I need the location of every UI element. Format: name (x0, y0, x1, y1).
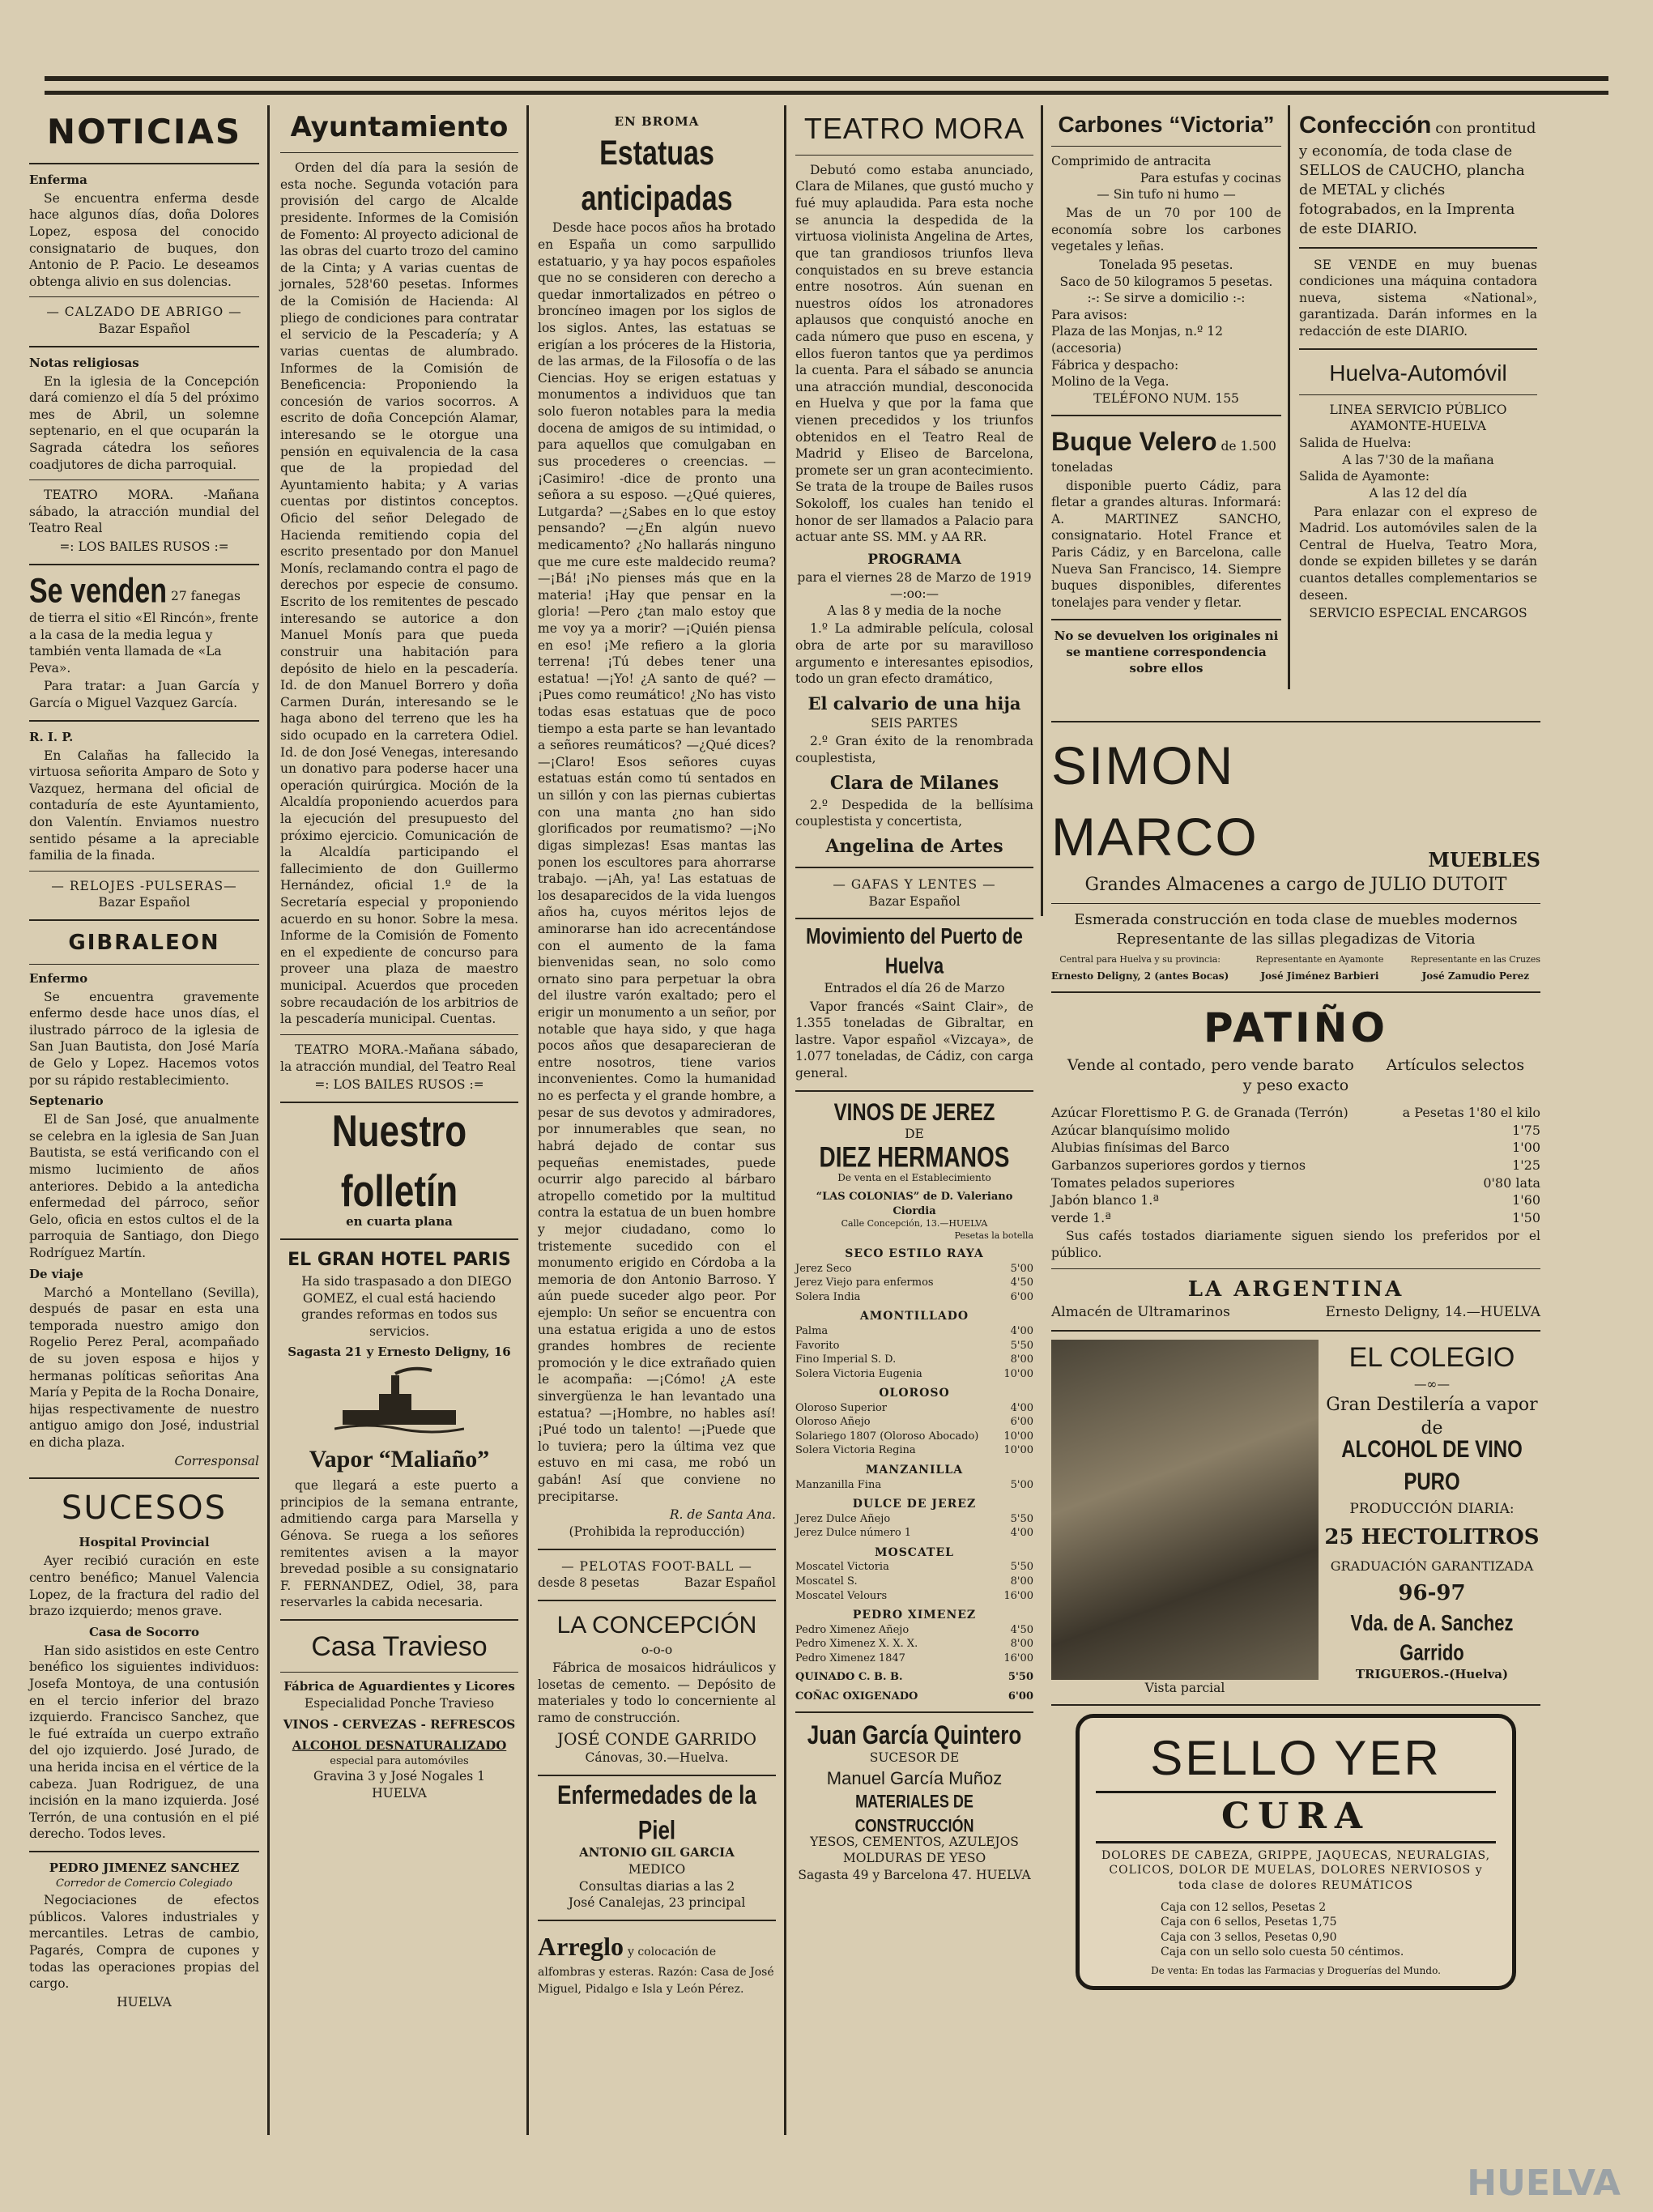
vinos-shop: “LAS COLONIAS” de D. Valeriano Ciordia (816, 1191, 1013, 1217)
price-label: Moscatel S. (795, 1575, 858, 1588)
auto-departure: Salida de Huelva: (1299, 436, 1412, 451)
artist-name: Angelina de Artes (825, 835, 1003, 857)
price-value: 8'00 (1010, 1638, 1033, 1651)
patino-price-list (1051, 1104, 1540, 1226)
simon-rep-label: Representante en Ayamonte (1255, 953, 1384, 965)
auto-line: AYAMONTE-HUELVA (1350, 419, 1486, 434)
price-value: 4'00 (1010, 1324, 1033, 1337)
colegio-line: TRIGUEROS.-(Huelva) (1355, 1666, 1509, 1681)
carbones-fabrica: Molino de la Vega. (1051, 374, 1169, 390)
simon-line: Grandes Almacenes a cargo de JULIO DUTOIT (1084, 874, 1507, 895)
price-value: a Pesetas 1'80 el kilo (1402, 1105, 1540, 1121)
column-ayuntamiento (274, 109, 525, 2135)
price-value: 0'80 lata (1483, 1174, 1540, 1191)
kicker: EN BROMA (614, 114, 700, 129)
colegio-line: ALCOHOL DE VINO PURO (1341, 1435, 1523, 1496)
price-row (795, 1690, 1033, 1704)
concepcion-text: Fábrica de mosaicos hidráulicos y losetas de cemento. — Depósito de materiales y todo lo concerniente al ramo de construcción. (538, 1660, 776, 1726)
ad-relojes: — RELOJES -PULSERAS— (51, 878, 237, 893)
auto-text: Para enlazar con el expreso de Madrid. Los automóviles salen de la Central de Huelva, Teatro Mora, donde se expiden billetes y se darán cuantos detalles complementarios se deseen. (1299, 504, 1537, 603)
price-value: 4'00 (1010, 1527, 1033, 1540)
price-value: 10'00 (1003, 1367, 1033, 1380)
ornament: o-o-o (641, 1642, 673, 1657)
price-row (795, 1589, 1033, 1604)
subhead: Casa de Socorro (88, 1624, 200, 1639)
wine-category: OLOROSO (879, 1387, 950, 1400)
price-label: Solera India (795, 1290, 861, 1303)
film-title: El calvario de una hija (807, 693, 1021, 714)
arreglo-title: Arreglo (538, 1931, 624, 1961)
price-value: 5'50 (1010, 1561, 1033, 1574)
vapor-title: Vapor “Maliaño” (309, 1446, 490, 1473)
section-title: TEATRO MORA (803, 112, 1025, 145)
buque-text: disponible puerto Cádiz, para fletar a grandes alturas. Informará: A. MARTINEZ SANCHO, consignatario. Hotel France et Paris Cádiz, y en Barcelona, calle Nueva San Francisco, 14. Siempre buques disponibles, diferentes tonelajes para vender y fletar. (1051, 478, 1281, 610)
folletin-sub: en cuarta plana (346, 1213, 453, 1229)
price-value: 5'00 (1010, 1478, 1033, 1491)
price-row (795, 1560, 1033, 1575)
price-value: 6'00 (1010, 1290, 1033, 1303)
piel-medico: MEDICO (628, 1861, 686, 1877)
price-row (795, 1575, 1033, 1589)
travieso-line: VINOS - CERVEZAS - REFRESCOS (283, 1716, 516, 1732)
price-label: Manzanilla Fina (795, 1478, 882, 1491)
travieso-line: ALCOHOL DESNATURALIZADO (292, 1737, 507, 1753)
price-row (795, 1367, 1033, 1382)
price-row (795, 1652, 1033, 1666)
price-row (1051, 1174, 1540, 1192)
quintero-title: Juan García Quintero (807, 1720, 1022, 1751)
price-label: QUINADO C. B. B. (795, 1671, 903, 1684)
patino-title: PATIÑO (1204, 1004, 1388, 1052)
price-label: Garbanzos superiores gordos y tiernos (1051, 1157, 1306, 1174)
price-row (795, 1478, 1033, 1493)
argentina-title: LA ARGENTINA (1187, 1276, 1404, 1302)
price-value: 1'60 (1512, 1192, 1540, 1208)
colegio-line: 25 HECTOLITROS (1324, 1524, 1540, 1549)
price-label: verde 1.ª (1051, 1209, 1111, 1225)
colegio-line: 96-97 (1398, 1581, 1466, 1606)
price-row (795, 1353, 1033, 1367)
price-label: Pedro Ximenez X. X. X. (795, 1638, 918, 1651)
materiales-line: MOLDURAS DE YESO (842, 1851, 986, 1866)
price-value: 8'00 (1010, 1353, 1033, 1366)
section-title: GIBRALEON (68, 931, 220, 955)
colegio-line: PRODUCCIÓN DIARIA: (1349, 1500, 1515, 1517)
travieso-line: Gravina 3 y José Nogales 1 (313, 1769, 485, 1784)
article-text: Se encuentra gravemente enfermo desde hace unos días, el ilustrado párroco de la iglesia de San Juan Bautista, don José María de Gelo y Lopez. Hacemos votos por su rápido restablecimiento. (29, 989, 259, 1088)
price-label: Moscatel Victoria (795, 1561, 889, 1574)
price-label: Jabón blanco 1.ª (1051, 1192, 1159, 1208)
price-value: 16'00 (1003, 1652, 1033, 1664)
price-row (795, 1670, 1033, 1685)
simon-title: SIMON MARCO (1051, 735, 1259, 867)
archive-watermark: HUELVA (1467, 2163, 1621, 2204)
auto-departure: Salida de Ayamonte: (1299, 469, 1430, 484)
column-rule (784, 105, 786, 2135)
colegio-line: Vda. de A. Sanchez Garrido (1350, 1610, 1514, 1665)
price-value: 6'00 (1010, 1416, 1033, 1429)
film-parts: SEIS PARTES (871, 715, 958, 731)
ad-calzado: — CALZADO DE ABRIGO — (46, 305, 242, 320)
carbones-text: Mas de un 70 por 100 de economía sobre los carbones vegetales y leñas. (1051, 206, 1281, 254)
column-rule (1041, 105, 1043, 916)
sello-venta: De venta: En todas las Farmacias y Droguerías del Mundo. (1151, 1965, 1441, 1977)
colegio-line: Gran Destilería a vapor de (1326, 1394, 1538, 1438)
hotel-address: Sagasta 21 y Ernesto Deligny, 16 (288, 1345, 511, 1360)
price-row (795, 1276, 1033, 1290)
price-label: Pedro Ximenez 1847 (795, 1652, 905, 1664)
column-noticias (23, 109, 266, 2135)
materiales-address: Sagasta 49 y Barcelona 47. HUELVA (798, 1867, 1031, 1882)
sello-price: Caja con 12 sellos, Pesetas 2 (1161, 1900, 1327, 1914)
price-row (795, 1262, 1033, 1276)
ad-sub: Bazar Español (98, 322, 190, 337)
automovil-title: Huelva-Automóvil (1329, 360, 1507, 386)
puerto-text: Vapor francés «Saint Clair», de 1.355 toneladas de Gibraltar, en lastre. Vapor español «Vizcaya», de 1.077 toneladas, de Cádiz, con carga general. (795, 999, 1033, 1080)
vende-text: SE VENDE en muy buenas condiciones una máquina contadora nueva, sistema «National», garantizada. Darán informes en la redacción de este DIARIO. (1299, 257, 1537, 339)
article-text: En Calañas ha fallecido la virtuosa señorita Amparo de Soto y Vazquez, hermana del oficial de contaduría de este Ayuntamiento, don Valentín. Enviamos nuestro sentido pésame a la apreciable familia de la finada. (29, 748, 259, 863)
subhead: Hospital Provincial (79, 1535, 210, 1550)
piel-hours: Consultas diarias a las 2 (578, 1878, 735, 1894)
ad-sub: Bazar Español (98, 895, 190, 910)
column-rule (267, 105, 270, 2135)
article-text: Orden del día para la sesión de esta noche. Segunda votación para provisión del cargo de Alcalde presidente. Informes de la Comisión de Fomento: Al proyecto adicional de las obras del cuarto trozo del camino de la Cinta; y A varias cuentas de jornales, 528'60 pesetas. Informes de la Comisión de Hacienda: Al pliego de condiciones para contratar el servicio de la Pescadería; y A varias cuentas de alumbrado. Informes de la Comisión de Beneficencia: Proponiendo la concesión de varios socorros. A escrito de doña Concepción Alamar, interesando se le otorgue una pensión en equivalencia de la casa que de la propiedad del Ayuntamiento habita; y A varias cuentas por distintos conceptos. Oficio del señor Delegado de Hacienda remitiendo copia del escrito presentado por don Manuel Monís, reclamando contra el pago de derechos por especie de consumo. Escrito de los remitentes de pescado interesando se autorice a don Manuel Monís para que pueda construir una habitación para depósito de hielo en la pescadería. Id. de don Manuel Borrero y doña Carmen Durán, interesando se le haga abono del terreno que les ha sido ocupado en la carretera Odiel. Id. de don José Venegas, interesando un donativo para poderse hacer una operación quirúrgica. Moción de la Alcaldía proponiendo acuerdos para la ejecución del presupuesto del próximo ejercicio. Comunicación de la Alcaldía participando el fallecimiento de don Guillermo Hernández, oficial 1.º de la Secretaría especial y proponiendo acuerdo en su honor. Sobre la mesa. Informe de la Comisión de Fomento en el expediente de concurso para proveer una plaza de maestro municipal. Acuerdos que proceden sobre recaudación de los arbitrios de la pescadería municipal. Cuentas. (280, 160, 518, 1027)
simon-line: Representante de las sillas plegadizas de Vitoria (1116, 930, 1476, 948)
wine-category: SECO ESTILO RAYA (845, 1247, 984, 1261)
column-en-broma (531, 109, 782, 2135)
article-text: 27 fanegas de tierra el sitio «El Rincón», frente a la casa de la media legua y también venta llamada de «La Peva». (29, 588, 259, 676)
programa-item: 2.º Gran éxito de la renombrada couplestista, (795, 734, 1033, 765)
confeccion-title: Confección (1299, 112, 1432, 139)
price-row (1051, 1191, 1540, 1209)
buque-title: Buque Velero (1051, 427, 1217, 457)
sello-yer-ad (1076, 1714, 1516, 1990)
puerto-date: Entrados el día 26 de Marzo (824, 980, 1005, 995)
price-header: Pesetas la botella (954, 1230, 1033, 1241)
wine-category: MANZANILLA (865, 1463, 964, 1477)
sello-price: Caja con un sello solo cuesta 50 céntimos. (1161, 1946, 1404, 1959)
article-text: El de San José, que anualmente se celebra en la iglesia de San Juan Bautista, se está verificando con el mismo lucimiento de años anteriores. Debido a la antedicha enfermedad del párroco, señor Gelo, oficia en estos cultos el de la parroquia de Santiago, don Diego Rodríguez Martín. (29, 1112, 259, 1260)
sello-text: DOLORES DE CABEZA, GRIPPE, JAQUECAS, NEURALGIAS, COLICOS, DOLOR DE MUELAS, DOLORES NERVIOSOS y toda clase de dolores REUMÁTICOS (1101, 1848, 1491, 1892)
price-value: 16'00 (1003, 1589, 1033, 1602)
price-value: 4'00 (1010, 1401, 1033, 1414)
sello-title: SELLO YER (1150, 1731, 1442, 1786)
travieso-line: Fábrica de Aguardientes y Licores (283, 1679, 515, 1694)
article-text: Han sido asistidos en este Centro benéfico los siguientes individuos: Josefa Montoya, de una contusión en el tercio inferior del brazo izquierdo. Francisco Sanchez, que le fué extraída un cuerpo extraño del ojo izquierdo. José Jurado, de una herida incisa en el vértice de la cabeza. Juan Rodriguez, de una incisión en la mano izquierda. José Terrón, de una contusión en el pié derecho. Todos leves. (29, 1643, 259, 1842)
price-value: 1'00 (1512, 1140, 1540, 1156)
article-text: Para tratar: a Juan García y García o Miguel Vazquez García. (29, 679, 259, 710)
programa-item: 2.º Despedida de la bellísima couplestista y concertista, (795, 797, 1033, 829)
cura-title: CURA (1096, 1791, 1496, 1843)
materiales-line: YESOS, CEMENTOS, AZULEJOS (810, 1834, 1019, 1849)
photo-caption: Vista parcial (1144, 1680, 1225, 1695)
piel-title: Enfermedades de la Piel (557, 1779, 756, 1845)
price-label: Favorito (795, 1339, 840, 1352)
vapor-text: que llegará a este puerto a principios de la semana entrante, admitiendo carga para Marsella y Génova. Se ruega a los señores remitentes avisen a la mayor brevedad posible a su consignatario F. FERNANDEZ, Odiel, 38, para reservarles la cabida necesaria. (280, 1478, 518, 1610)
price-row (1051, 1209, 1540, 1227)
subhead: De viaje (29, 1266, 83, 1281)
patino-line: Vende al contado, pero vende barato (1067, 1055, 1354, 1074)
price-label: Oloroso Añejo (795, 1416, 871, 1429)
top-rule (45, 76, 1608, 81)
wine-price-list (795, 1247, 1033, 1665)
vinos-de: DE (905, 1126, 924, 1141)
ad-gafas: — GAFAS Y LENTES — (833, 877, 996, 893)
article-text: Marchó a Montellano (Sevilla), después de pasar en esta una temporada nuestro amigo don Rogelio Perez Peral, acompañado de su joven esposa e hijos y hermanas políticas señoritas Ana María y Pepita de la Rocha Donaire, hijas respectivamente de nuestro antiguo amigo don José, industrial en dicha plaza. (29, 1285, 259, 1451)
notice: No se devuelven los originales ni se mantiene correspondencia sobre ellos (1054, 629, 1279, 676)
carbones-delivery: :-: Se sirve a domicilio :-: (1087, 291, 1246, 306)
price-row (795, 1290, 1033, 1305)
copyright-note: (Prohibida la reproducción) (569, 1524, 745, 1539)
sello-price: Caja con 3 sellos, Pesetas 0,90 (1161, 1930, 1337, 1944)
colegio-title: EL COLEGIO (1348, 1341, 1515, 1373)
programa-date: para el viernes 28 de Marzo de 1919 (797, 569, 1032, 585)
carbones-line: — Sin tufo ni humo — (1097, 187, 1236, 202)
auto-line: LINEA SERVICIO PÚBLICO (1329, 402, 1507, 417)
simon-rep: José Zamudio Perez (1421, 970, 1530, 982)
price-value: 1'25 (1512, 1157, 1540, 1174)
wine-category: MOSCATEL (875, 1545, 954, 1559)
ad-text: Negociaciones de efectos públicos. Valores industriales y mercantiles. Letras de cambio, Pagarés, Compra de cupones y todas las operaciones propias del cargo. (29, 1893, 259, 1992)
colegio-line: GRADUACIÓN GARANTIZADA (1330, 1558, 1534, 1575)
price-value: 5'00 (1010, 1262, 1033, 1275)
hotel-text: Ha sido traspasado a don DIEGO GOMEZ, el cual está haciendo grandes reformas en todos sus servicios. (300, 1273, 512, 1339)
ad-sub: Bazar Español (868, 893, 961, 909)
section-title: NOTICIAS (46, 112, 242, 151)
price-label: Tomates pelados superiores (1051, 1174, 1235, 1191)
price-label: Jerez Viejo para enfermos (795, 1276, 934, 1289)
price-label: Solariego 1807 (Oloroso Abocado) (795, 1430, 979, 1443)
price-row (795, 1415, 1033, 1430)
confeccion-text: con prontitud y economía, de toda clase de SELLOS de CAUCHO, plancha de METAL y clichés fotograbados, en la Imprenta de este DIARIO. (1299, 120, 1536, 237)
patino-footer: Sus cafés tostados diariamente siguen siendo los preferidos por el público. (1051, 1229, 1540, 1261)
ad-pelotas-shop: Bazar Español (684, 1575, 776, 1591)
price-label: Azúcar Florettismo P. G. de Granada (Terrón) (1051, 1105, 1348, 1121)
theatre-note: TEATRO MORA.-Mañana sábado, la atracción mundial, del Teatro Real (280, 1042, 518, 1074)
carbones-line: Para estufas y cocinas (1140, 170, 1281, 185)
price-value: 5'50 (1008, 1671, 1033, 1684)
price-label: COÑAC OXIGENADO (795, 1690, 918, 1703)
ads-right (1045, 713, 1547, 2135)
se-venden-title: Se venden (29, 571, 168, 611)
programa-title: PROGRAMA (867, 551, 961, 568)
ad-pelotas-price: desde 8 pesetas (538, 1575, 640, 1591)
vinos-venta: De venta en el Establecimiento (837, 1172, 991, 1184)
materiales-title: MATERIALES DE CONSTRUCCIÓN (854, 1791, 974, 1836)
price-value: 6'00 (1008, 1690, 1033, 1703)
ornament: —:oo:— (889, 586, 939, 602)
price-value: 10'00 (1003, 1444, 1033, 1457)
concepcion-address: Cánovas, 30.—Huelva. (585, 1750, 729, 1766)
puerto-title: Movimiento del Puerto de Huelva (806, 923, 1023, 979)
subhead: R. I. P. (29, 729, 74, 744)
price-row (795, 1512, 1033, 1527)
price-value: 4'50 (1010, 1276, 1033, 1289)
steamship-icon (334, 1366, 464, 1438)
price-label: Moscatel Velours (795, 1589, 888, 1602)
price-label: Palma (795, 1324, 829, 1337)
ornament: —∞— (1414, 1377, 1450, 1392)
patino-line: Artículos selectos (1386, 1055, 1525, 1074)
argentina-line: Almacén de Ultramarinos (1051, 1304, 1230, 1321)
price-value: 1'75 (1512, 1122, 1540, 1138)
artist-name: Clara de Milanes (829, 772, 999, 794)
subhead: Enfermo (29, 970, 88, 986)
auto-time: A las 12 del día (1369, 485, 1468, 501)
price-label: Jerez Seco (795, 1262, 852, 1275)
price-label: Solera Victoria Regina (795, 1444, 916, 1457)
column-teatro (789, 109, 1040, 2135)
wine-category: AMONTILLADO (859, 1310, 969, 1323)
travieso-line: especial para automóviles (330, 1754, 469, 1767)
article-text: En la iglesia de la Concepción dará comienzo el día 5 del próximo mes de Abril, un solemne septenario, en el que ocuparán la Sagrada cátedra los señores coadjutores de dicha parroquial. (29, 373, 259, 472)
quintero-name: Manuel García Muñoz (826, 1767, 1003, 1788)
ad-name: PEDRO JIMENEZ SANCHEZ (49, 1860, 240, 1876)
carbones-avisos: Para avisos: (1051, 307, 1127, 322)
column-rule (1288, 105, 1290, 689)
price-row (1051, 1122, 1540, 1140)
travieso-line: Especialidad Ponche Travieso (304, 1696, 495, 1711)
simon-muebles: MUEBLES (1428, 847, 1540, 872)
argentina-line: Ernesto Deligny, 14.—HUELVA (1325, 1304, 1540, 1321)
article-text: Debutó como estaba anunciado, Clara de Milanes, que gustó mucho y fué muy aplaudida. Para esta noche se anuncia la despedida de la virtuosa violinista Angelina de Artes, que tan grandiosos triunfos lleva conquistados en su breve estancia entre nosotros. Aún suenan en nuestros oídos los atronadores aplausos que conquistó anoche en cada número que puso en escena, y ellos fueron tantos que ya perdimos la cuenta. Para el sábado se anuncia una atracción mundial, desconocida en Huelva y que por la fama que vienen precedidos y los triunfos obtenidos en el Teatro Real de Madrid y Eliseo de Barcelona, promete ser un gran acontecimiento. Se trata de la troupe de Bailes rusos Sokoloff, los cuales han tenido el honor de ser llamados a Palacio para actuar ante SS. MM. y AA RR. (795, 162, 1033, 545)
wine-category: DULCE DE JEREZ (852, 1498, 977, 1511)
concepcion-title: LA CONCEPCIÓN (556, 1611, 757, 1639)
carbones-fabrica: Fábrica y despacho: (1051, 357, 1179, 373)
auto-encargos: SERVICIO ESPECIAL ENCARGOS (1309, 606, 1527, 621)
hotel-title: EL GRAN HOTEL PARIS (288, 1249, 511, 1270)
price-row (795, 1623, 1033, 1638)
column-rule (526, 105, 529, 2135)
vinos-brand: DIEZ HERMANOS (819, 1141, 1010, 1173)
theatre-note-2: =: LOS BAILES RUSOS := (59, 539, 229, 555)
carbones-address: Plaza de las Monjas, n.º 12 (accesoria) (1051, 324, 1223, 356)
subhead: Notas religiosas (29, 355, 139, 370)
byline: Corresponsal (174, 1453, 259, 1468)
piel-address: José Canalejas, 23 principal (568, 1895, 746, 1911)
travieso-city: HUELVA (372, 1785, 427, 1801)
price-label: Alubias finísimas del Barco (1051, 1140, 1230, 1156)
price-value: 10'00 (1003, 1430, 1033, 1443)
price-value: 8'00 (1010, 1575, 1033, 1588)
article-text: Desde hace pocos años ha brotado en España un como sarpullido estatuario, y ya hay pocos españoles que no se consideren con derecho a quedar inmortalizados en pétreo o broncíneo imagen por los siglos de los siglos. Antes, las estatuas se erigían a los próceres de la Historia, de las armas, de la Filosofía o de las Ciencias. Hoy se erigen estatuas y monumentos a individuos que tan solo fueron notables para la media docena de amigos de su intimidad, o para aquellos que comulgaban en sus procederes o creencias. —¡Casimiro! -dice de pronto una señora a su esposo. —¿Qué quieres, Lutgarda? —¿Sabes en lo que estoy pensando? —¿En algún nuevo medicamento? ¿No hallarás ninguno que me cure este maldecido reuma? —¡Bá! ¡No pienses más que en la materia! ¡Hay que pensar en la gloria! —Pero ¿tan malo estoy que me voy ya a morir? —¡Quién piensa en eso! ¡Me refiero a la gloria terrena! ¡Tú debes tener una estatua! —¡Yo! ¿A santo de qué? —¡Pues como reumático! ¿No has visto todas esas estatuas que de poco tiempo a esta parte se han levantado a señores reumáticos? —¿Qué dices? —¡Claro! Esos señores cuyas estatuas están como tú sentados en un sillón y con las piernas cubiertas con una manta ¿no han sido glorificados por reumatismo? —¡No digas simplezas! Esas mantas las ponen los escultores para ahorrarse trabajo. —¡Ah, ya! Las estatuas de los desaparecidos de la vida luengos años ha, cuyos méritos lejos de aminorarse han ido acrecentándose con el aumento de la fama bienvenidas sean, no solo como ornato sino para perpetuar la obra del ilustre varón exaltado; pero el erigir un monumento a un señor, por notable que haya sido, y que haga pocos años que desaparecieran de entre nosotros, tiene varios inconvenientes. Como la humanidad no es perfecta y el grande hombre, a pesar de sus devotos y admiradores, por innumerables que sean, no habrá dejado de contar sus pequeñas enemistades, puede ocurrir algo parecido al bárbaro atropello cometido por la multitud contra la estatua de un buen hombre y mejor ciudadano, como lo tristemente sucedido con el monumento erigido en Córdoba a la memoria de don Antonio Barroso. Y aún puede suceder algo peor. Por ejemplo: Un señor se encuentra con una estatua erigida a uno de estos grandes hombres de reciente promoción y le dice extrañado quien le acompaña: —¡Cómo! ¿A este sinvergüenza le han levantado una estatua? —¡Hombre, no hables así! ¡Pué todo un talento! —¡Puede que lo tuviera; pero la última vez que estuvo en mi casa, me robó un gabán! Así que conviene no precipitarse. (538, 220, 776, 1504)
piel-doctor: ANTONIO GIL GARCIA (579, 1845, 735, 1860)
price-label: Pedro Ximenez Añejo (795, 1623, 910, 1636)
price-row (795, 1443, 1033, 1458)
auto-time: A las 7'30 de la mañana (1342, 452, 1494, 467)
column-confeccion (1293, 109, 1544, 689)
vinos-address: Calle Concepción, 13.—HUELVA (841, 1217, 988, 1229)
buque-tonnage: de 1.500 toneladas (1051, 439, 1276, 475)
carbones-line: Comprimido de antracita (1051, 154, 1212, 169)
price-row (795, 1324, 1033, 1339)
folletin-title: Nuestro folletín (331, 1106, 467, 1216)
simon-rep-label: Central para Huelva y su provincia: (1059, 953, 1221, 965)
vinos-title: VINOS DE JEREZ (833, 1098, 995, 1126)
price-label: Jerez Dulce número 1 (795, 1527, 912, 1540)
carbones-price: Saco de 50 kilogramos 5 pesetas. (1059, 274, 1273, 289)
signature: R. de Santa Ana. (669, 1507, 776, 1523)
price-row (1051, 1104, 1540, 1122)
article-text: Ayer recibió curación en este centro benéfico; Manuel Valencia Lopez, de la fractura del radio del brazo izquierdo; menos grave. (29, 1554, 259, 1619)
price-label: Azúcar blanquísimo molido (1051, 1122, 1230, 1138)
price-value: 1'50 (1512, 1209, 1540, 1225)
carbones-title: Carbones “Victoria” (1058, 112, 1275, 137)
programa-hour: A las 8 y media de la noche (827, 603, 1002, 618)
simon-rep-label: Representante en las Cruzes (1410, 953, 1540, 965)
simon-rep: Ernesto Deligny, 2 (antes Bocas) (1051, 970, 1229, 982)
subhead: Enferma (29, 172, 87, 187)
patino-line: y peso exacto (1242, 1076, 1349, 1094)
price-label: Solera Victoria Eugenia (795, 1367, 922, 1380)
simon-line: Esmerada construcción en toda clase de muebles modernos (1074, 910, 1518, 928)
subhead: Septenario (29, 1093, 104, 1109)
price-value: 5'50 (1010, 1512, 1033, 1525)
price-row (795, 1430, 1033, 1444)
price-row (1051, 1157, 1540, 1174)
ad-pelotas: — PELOTAS FOOT-BALL — (561, 1558, 752, 1574)
carbones-phone: TELÉFONO NUM. 155 (1093, 390, 1239, 406)
price-label: Fino Imperial S. D. (795, 1353, 897, 1366)
price-label: Jerez Dulce Añejo (795, 1512, 891, 1525)
price-row (795, 1401, 1033, 1416)
price-row (795, 1526, 1033, 1541)
programa-item: 1.º La admirable película, colosal obra de arte por su maravilloso argumento e interesantes episodios, todo un gran efecto dramático, (795, 621, 1033, 687)
theatre-note: TEATRO MORA. -Mañana sábado, la atracción mundial del Teatro Real (29, 488, 259, 536)
article-text: Se encuentra enferma desde hace algunos días, doña Dolores Lopez, esposa del conocido consignatario de buques, don Antonio de P. Pacio. Le deseamos obtenga alivio en sus dolencias. (29, 190, 259, 289)
price-row (795, 1637, 1033, 1652)
factory-photo (1051, 1340, 1319, 1680)
section-title: SUCESOS (61, 1490, 228, 1528)
concepcion-name: JOSÉ CONDE GARRIDO (556, 1728, 757, 1749)
top-rule-2 (45, 91, 1608, 95)
ad-sub: Corredor de Comercio Colegiado (56, 1877, 232, 1890)
section-title: Ayuntamiento (290, 111, 509, 143)
price-value: 5'50 (1010, 1339, 1033, 1352)
carbones-price: Tonelada 95 pesetas. (1099, 257, 1233, 272)
travieso-title: Casa Travieso (311, 1631, 488, 1663)
article-title: Estatuas anticipadas (581, 134, 733, 219)
theatre-note-2: =: LOS BAILES RUSOS := (314, 1077, 484, 1093)
sello-price: Caja con 6 sellos, Pesetas 1,75 (1161, 1916, 1337, 1929)
quintero-sucesor: SUCESOR DE (869, 1750, 960, 1765)
simon-rep: José Jiménez Barbieri (1260, 970, 1379, 982)
price-label: Oloroso Superior (795, 1401, 888, 1414)
wine-category: PEDRO XIMENEZ (852, 1609, 977, 1622)
price-value: 4'50 (1010, 1623, 1033, 1636)
price-row (795, 1339, 1033, 1353)
ad-city: HUELVA (117, 1994, 172, 2010)
price-row (1051, 1139, 1540, 1157)
arreglo-text: y colocación de alfombras y esteras. Razón: Casa de José Miguel, Pidalgo e Isla y León Pérez. (538, 1945, 774, 1996)
